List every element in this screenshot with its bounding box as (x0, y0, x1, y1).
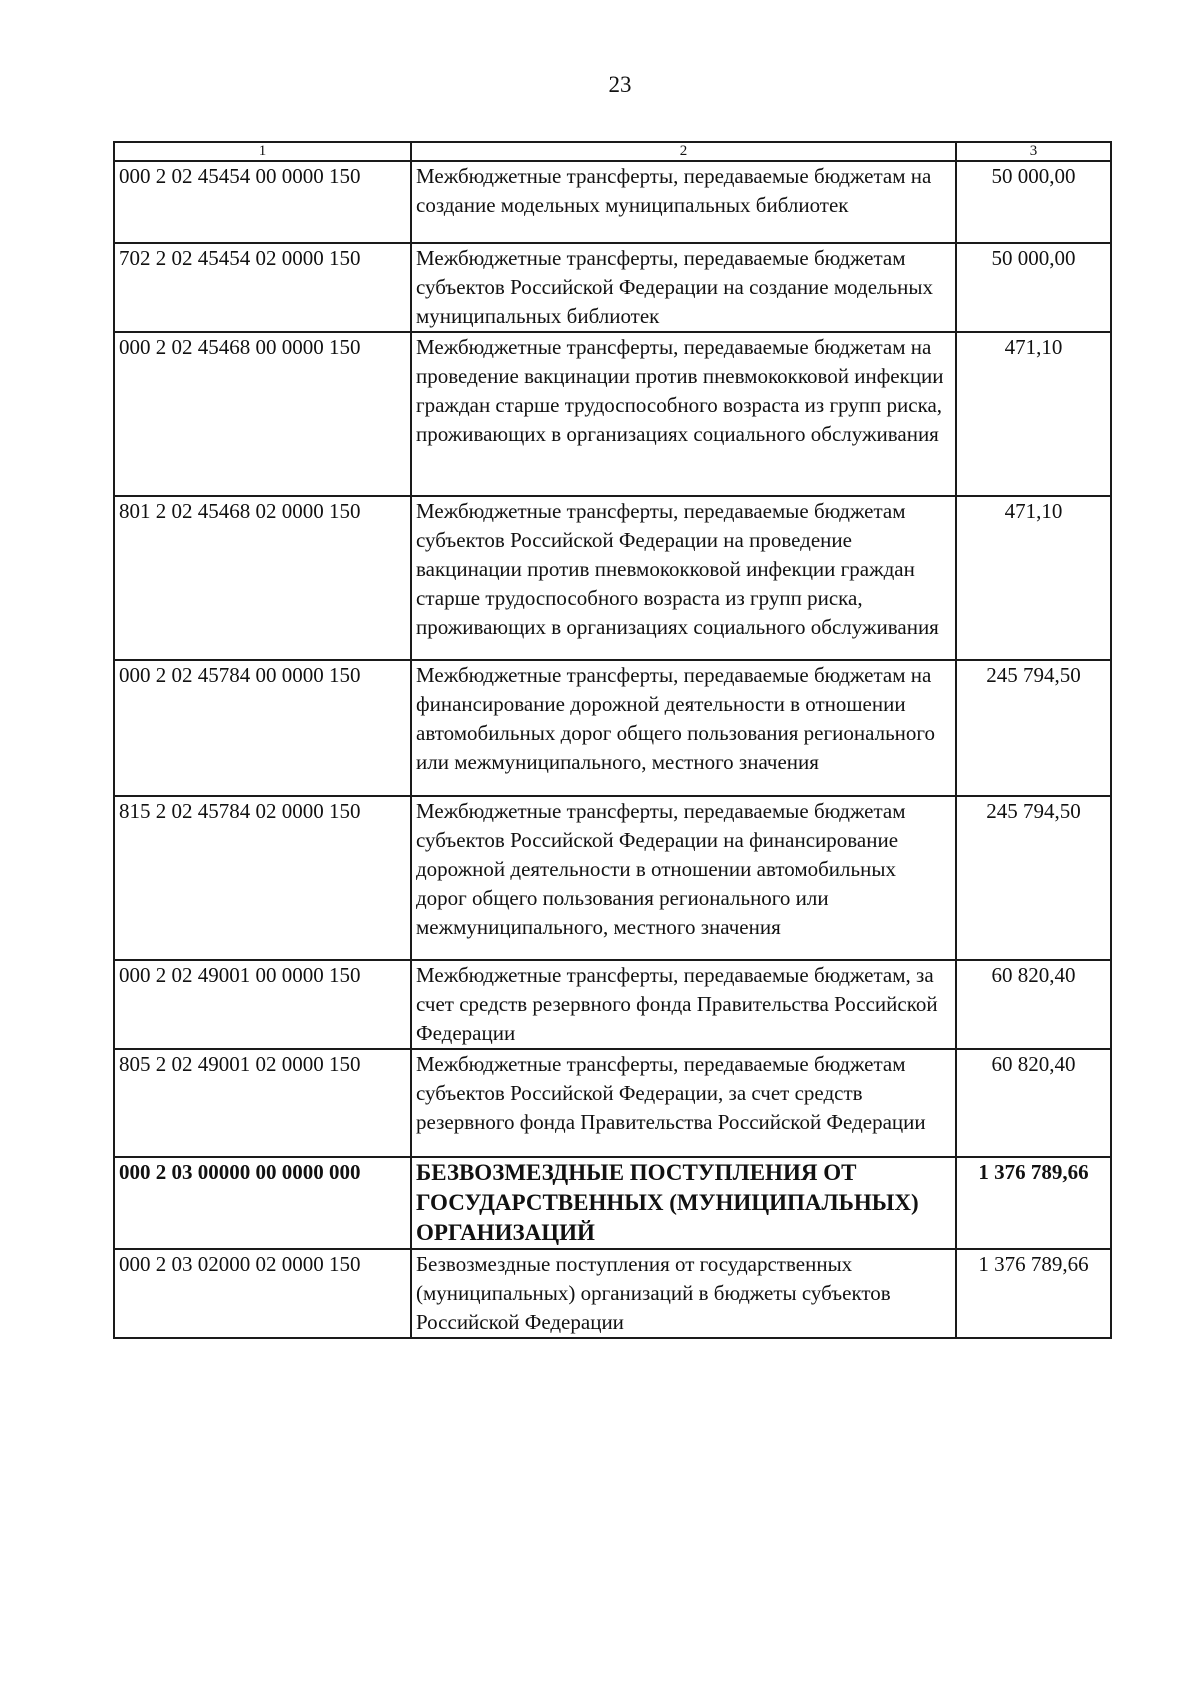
revenue-name-cell: БЕЗВОЗМЕЗДНЫЕ ПОСТУПЛЕНИЯ ОТ ГОСУДАРСТВЕННЫХ (МУНИЦИПАЛЬНЫХ) ОРГАНИЗАЦИЙ (411, 1157, 956, 1249)
table-row (114, 496, 1111, 660)
table-body (114, 161, 1111, 1338)
table-row (114, 161, 1111, 243)
revenue-name-cell: Межбюджетные трансферты, передаваемые бюджетам субъектов Российской Федерации на проведение вакцинации против пневмококковой инфекции граждан старше трудоспособного возраста из групп риска, проживающих в организациях социального обслуживания (411, 496, 956, 660)
table-row (114, 332, 1111, 496)
amount-cell: 60 820,40 (956, 960, 1111, 1049)
revenue-name-cell: Межбюджетные трансферты, передаваемые бюджетам, за счет средств резервного фонда Правительства Российской Федерации (411, 960, 956, 1049)
amount-cell: 1 376 789,66 (956, 1249, 1111, 1338)
revenue-name-cell: Межбюджетные трансферты, передаваемые бюджетам на финансирование дорожной деятельности в отношении автомобильных дорог общего пользования регионального или межмуниципального, местного значения (411, 660, 956, 796)
budget-code-cell: 000 2 02 45454 00 0000 150 (114, 161, 411, 243)
revenue-name-cell: Межбюджетные трансферты, передаваемые бюджетам субъектов Российской Федерации, за счет средств резервного фонда Правительства Российской Федерации (411, 1049, 956, 1157)
amount-cell: 1 376 789,66 (956, 1157, 1111, 1249)
amount-cell: 471,10 (956, 496, 1111, 660)
budget-code-cell: 000 2 03 00000 00 0000 000 (114, 1157, 411, 1249)
table-row (114, 1157, 1111, 1249)
budget-code-cell: 000 2 03 02000 02 0000 150 (114, 1249, 411, 1338)
column-header-2: 2 (411, 142, 956, 161)
table-row (114, 960, 1111, 1049)
revenue-name-cell: Межбюджетные трансферты, передаваемые бюджетам субъектов Российской Федерации на финансирование дорожной деятельности в отношении автомобильных дорог общего пользования регионального или межмуниципального, местного значения (411, 796, 956, 960)
revenue-name-cell: Межбюджетные трансферты, передаваемые бюджетам субъектов Российской Федерации на создание модельных муниципальных библиотек (411, 243, 956, 332)
amount-cell: 471,10 (956, 332, 1111, 496)
column-header-3: 3 (956, 142, 1111, 161)
table-row (114, 796, 1111, 960)
page-number: 23 (608, 72, 632, 97)
column-header-1: 1 (114, 142, 411, 161)
budget-code-cell: 702 2 02 45454 02 0000 150 (114, 243, 411, 332)
amount-cell: 60 820,40 (956, 1049, 1111, 1157)
revenue-name-cell: Межбюджетные трансферты, передаваемые бюджетам на проведение вакцинации против пневмококковой инфекции граждан старше трудоспособного возраста из групп риска, проживающих в организациях социального обслуживания (411, 332, 956, 496)
table-row (114, 660, 1111, 796)
amount-cell: 50 000,00 (956, 161, 1111, 243)
budget-code-cell: 000 2 02 45468 00 0000 150 (114, 332, 411, 496)
budget-code-cell: 805 2 02 49001 02 0000 150 (114, 1049, 411, 1157)
budget-code-cell: 000 2 02 49001 00 0000 150 (114, 960, 411, 1049)
revenue-name-cell: Безвозмездные поступления от государственных (муниципальных) организаций в бюджеты субъектов Российской Федерации (411, 1249, 956, 1338)
budget-table (113, 141, 1112, 1339)
budget-code-cell: 801 2 02 45468 02 0000 150 (114, 496, 411, 660)
revenue-name-cell: Межбюджетные трансферты, передаваемые бюджетам на создание модельных муниципальных библиотек (411, 161, 956, 243)
table-header-row (114, 142, 1111, 161)
amount-cell: 245 794,50 (956, 796, 1111, 960)
budget-code-cell: 000 2 02 45784 00 0000 150 (114, 660, 411, 796)
table-row (114, 243, 1111, 332)
table-row (114, 1249, 1111, 1338)
amount-cell: 50 000,00 (956, 243, 1111, 332)
amount-cell: 245 794,50 (956, 660, 1111, 796)
table-row (114, 1049, 1111, 1157)
budget-code-cell: 815 2 02 45784 02 0000 150 (114, 796, 411, 960)
